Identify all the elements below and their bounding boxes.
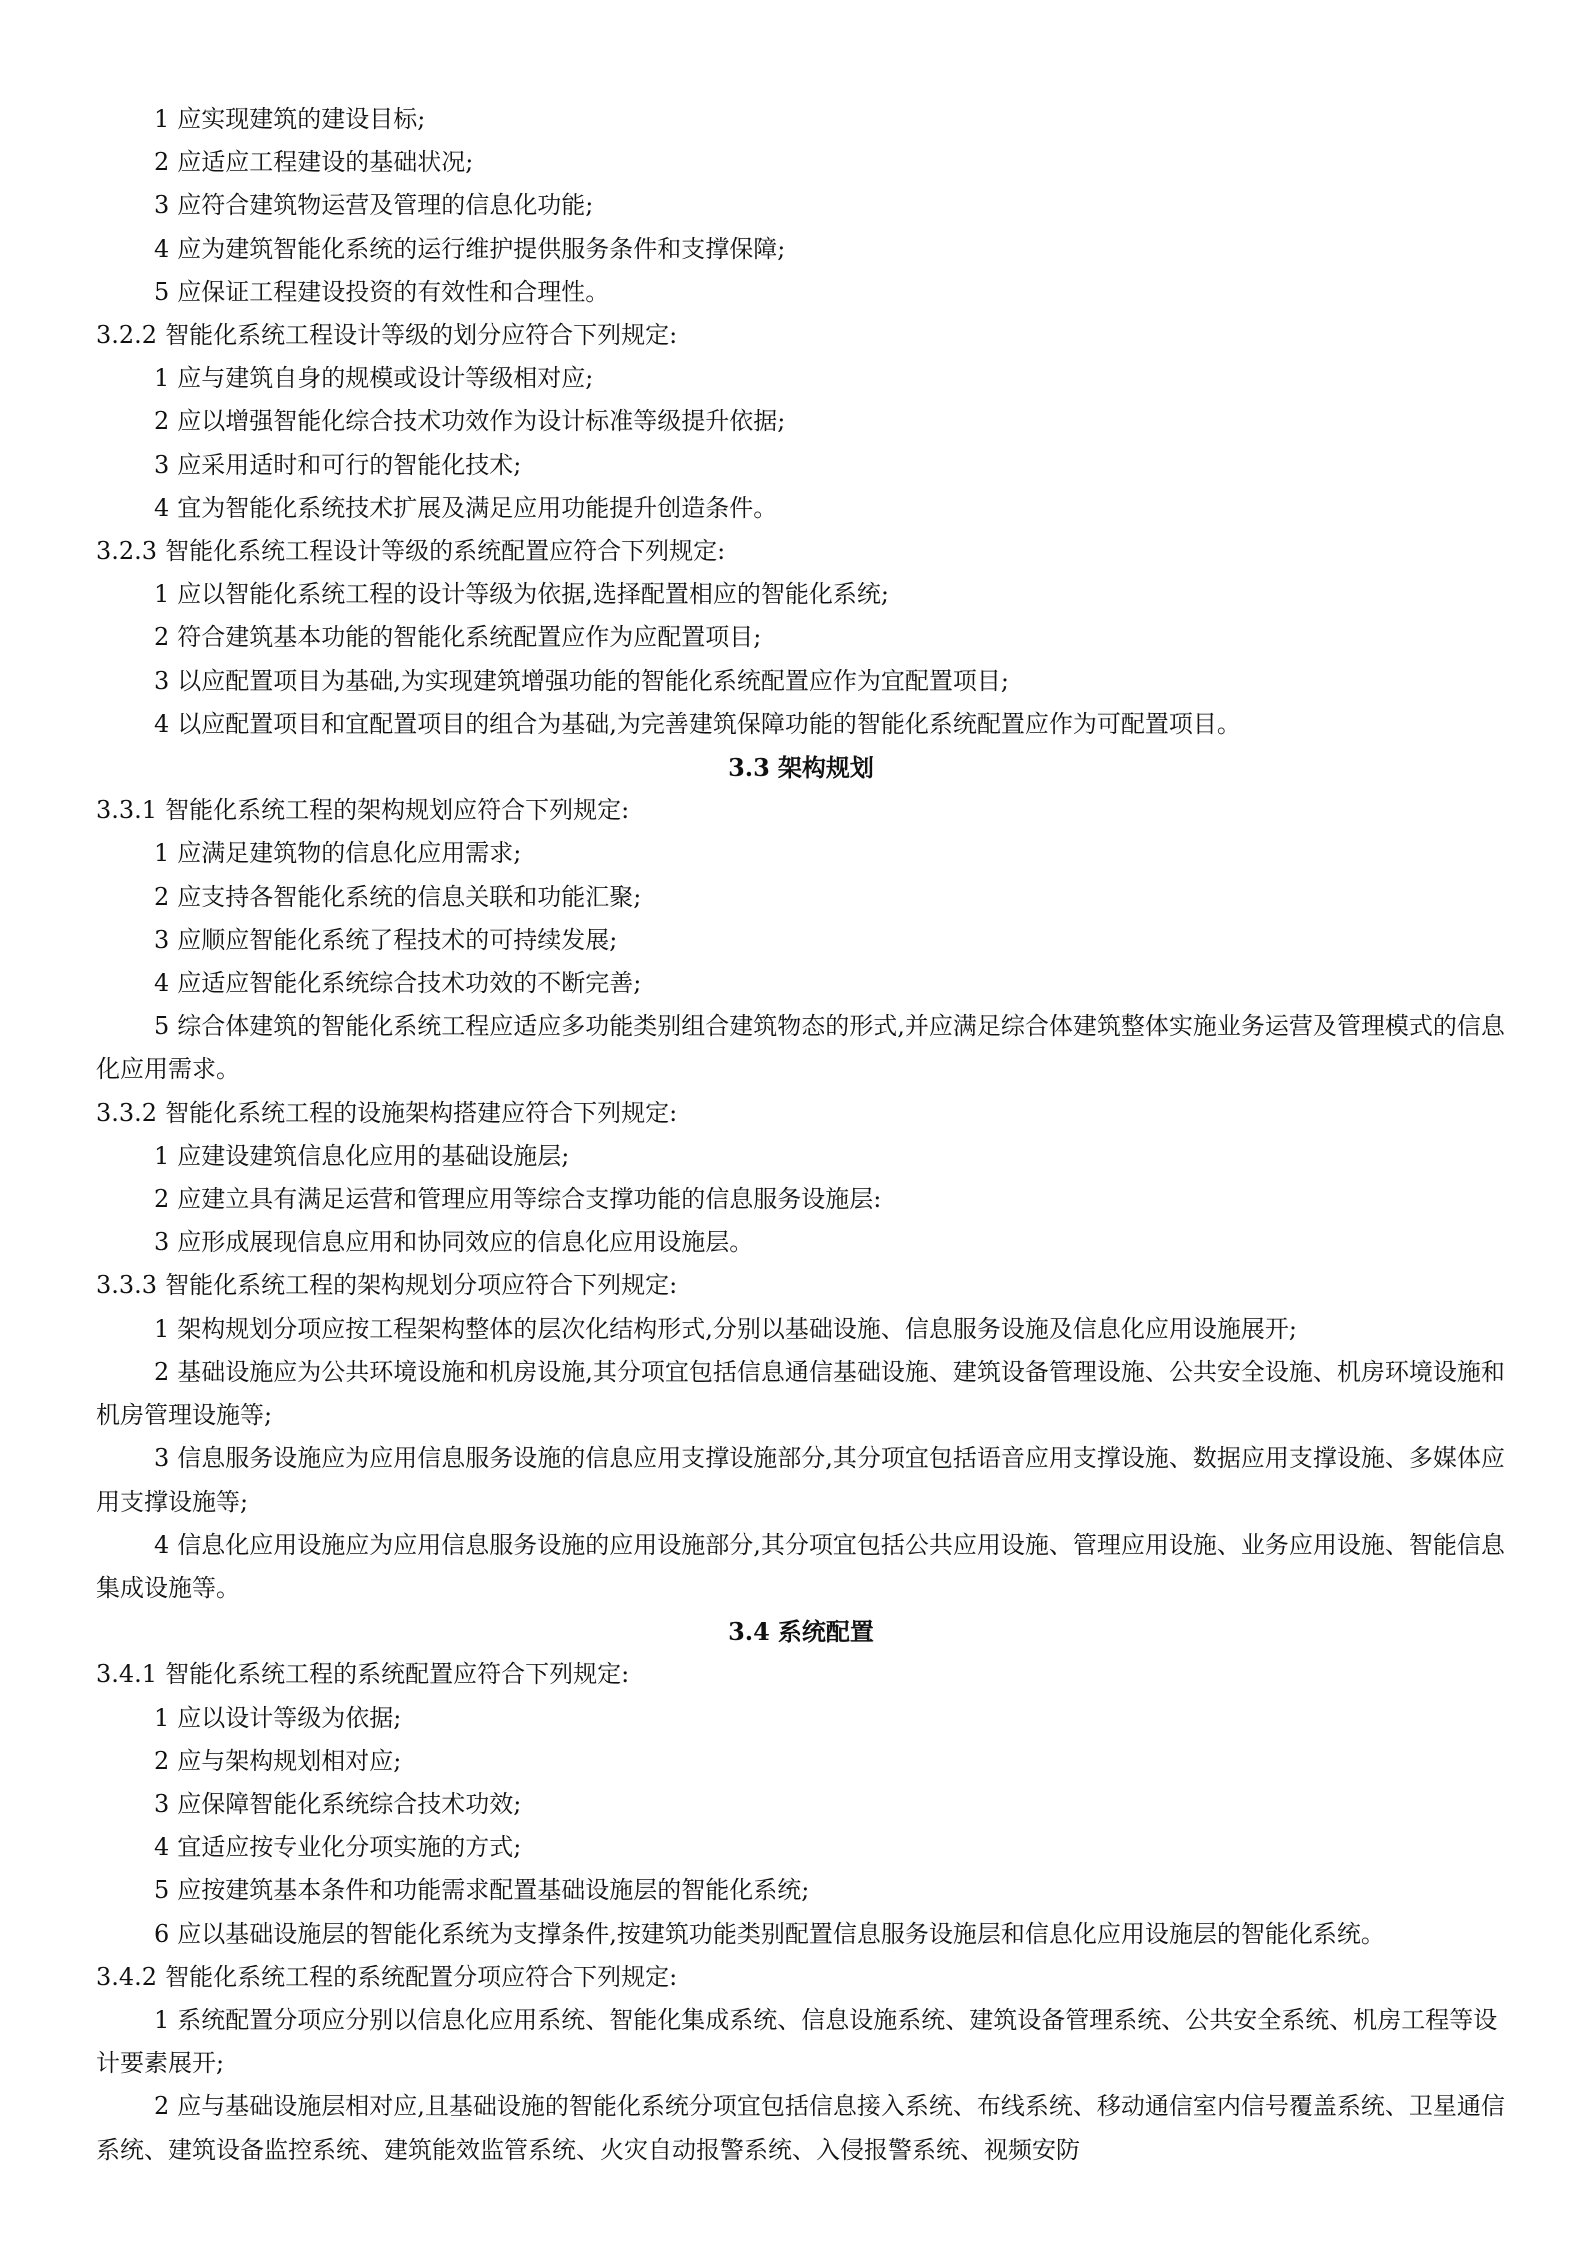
list-item [96,660,1506,703]
item-number: 2 [154,2092,170,2121]
item-text: 智能化系统工程的架构规划应符合下列规定: [165,796,630,825]
item-number: 1 [154,1141,170,1170]
list-item [96,1005,1506,1091]
list-item [96,1826,1506,1869]
item-number: 2 [154,623,170,652]
item-text: 应保证工程建设投资的有效性和合理性。 [177,277,610,306]
clause-paragraph [96,1653,1506,1696]
section-heading [96,1610,1506,1653]
item-number: 3 [154,1228,170,1257]
item-number: 2 [154,1357,170,1386]
list-item [96,832,1506,875]
list-item [96,400,1506,443]
item-text: 宜为智能化系统技术扩展及满足应用功能提升创造条件。 [177,493,778,522]
list-item [96,1351,1506,1437]
item-text: 信息化应用设施应为应用信息服务设施的应用设施部分,其分项宜包括公共应用设施、管理应用设施、业务应用设施、智能信息集成设施等。 [96,1530,1505,1602]
list-item [96,98,1506,141]
list-item [96,184,1506,227]
list-item [96,1783,1506,1826]
section-number: 3.3 [728,753,770,783]
item-number: 1 [154,1703,170,1732]
list-item [96,487,1506,530]
item-text: 应适应工程建设的基础状况; [177,148,474,177]
item-text: 以应配置项目为基础,为实现建筑增强功能的智能化系统配置应作为宜配置项目; [177,666,1009,695]
item-text: 应保障智能化系统综合技术功效; [177,1789,522,1818]
item-number: 2 [154,1185,170,1214]
item-number: 3 [154,925,170,954]
list-item [96,1740,1506,1783]
item-text: 以应配置项目和宜配置项目的组合为基础,为完善建筑保障功能的智能化系统配置应作为可配置项目。 [177,709,1241,738]
item-text: 综合体建筑的智能化系统工程应适应多功能类别组合建筑物态的形式,并应满足综合体建筑整体实施业务运营及管理模式的信息化应用需求。 [96,1012,1505,1084]
item-number: 4 [154,709,170,738]
item-number: 4 [154,493,170,522]
item-text: 应以设计等级为依据; [177,1703,402,1732]
item-number: 4 [154,234,170,263]
list-item [96,1913,1506,1956]
item-text: 应以智能化系统工程的设计等级为依据,选择配置相应的智能化系统; [177,580,889,609]
item-number: 2 [154,148,170,177]
item-text: 应建立具有满足运营和管理应用等综合支撑功能的信息服务设施层: [177,1185,882,1214]
section-title: 系统配置 [777,1617,874,1647]
item-text: 应与建筑自身的规模或设计等级相对应; [177,364,594,393]
section-title: 架构规划 [777,753,874,783]
item-number: 3.4.2 [96,1962,158,1991]
clause-paragraph [96,789,1506,832]
clause-paragraph [96,1092,1506,1135]
item-number: 3.2.3 [96,537,158,566]
section-heading [96,746,1506,789]
item-text: 架构规划分项应按工程架构整体的层次化结构形式,分别以基础设施、信息服务设施及信息化应用设施展开; [177,1314,1297,1343]
item-number: 2 [154,1746,170,1775]
item-number: 3 [154,191,170,220]
list-item [96,1999,1506,2085]
item-number: 1 [154,2005,170,2034]
list-item [96,616,1506,659]
item-text: 智能化系统工程的架构规划分项应符合下列规定: [165,1271,678,1300]
item-number: 3.2.2 [96,321,158,350]
item-number: 3 [154,450,170,479]
item-number: 1 [154,1314,170,1343]
clause-paragraph [96,1264,1506,1307]
item-text: 智能化系统工程设计等级的划分应符合下列规定: [165,321,678,350]
item-number: 3 [154,666,170,695]
item-number: 3 [154,1444,170,1473]
item-number: 1 [154,105,170,133]
list-item [96,1437,1506,1523]
item-text: 应以增强智能化综合技术功效作为设计标准等级提升依据; [177,407,786,436]
list-item [96,1697,1506,1740]
item-number: 1 [154,839,170,868]
list-item [96,271,1506,314]
list-item [96,1221,1506,1264]
item-text: 宜适应按专业化分项实施的方式; [177,1833,522,1862]
list-item [96,1869,1506,1912]
item-number: 2 [154,882,170,911]
list-item [96,228,1506,271]
item-text: 应与基础设施层相对应,且基础设施的智能化系统分项宜包括信息接入系统、布线系统、移动通信室内信号覆盖系统、卫星通信系统、建筑设备监控系统、建筑能效监管系统、火灾自动报警系统、入侵报警系统、视频安防 [96,2092,1505,2164]
item-text: 智能化系统工程的系统配置分项应符合下列规定: [165,1962,678,1991]
list-item [96,919,1506,962]
item-text: 应满足建筑物的信息化应用需求; [177,839,522,868]
item-number: 3.3.1 [96,796,158,825]
item-number: 1 [154,364,170,393]
item-text: 应与架构规划相对应; [177,1746,402,1775]
item-number: 5 [154,1012,170,1041]
item-text: 应按建筑基本条件和功能需求配置基础设施层的智能化系统; [177,1876,810,1905]
list-item [96,1524,1506,1610]
item-text: 智能化系统工程的系统配置应符合下列规定: [165,1660,630,1689]
item-text: 应顺应智能化系统了程技术的可持续发展; [177,925,618,954]
item-number: 3 [154,1789,170,1818]
section-number: 3.4 [728,1617,770,1647]
item-text: 应符合建筑物运营及管理的信息化功能; [177,191,594,220]
clause-paragraph [96,1956,1506,1999]
document-page [96,98,1506,2172]
item-text: 智能化系统工程设计等级的系统配置应符合下列规定: [165,537,726,566]
list-item [96,962,1506,1005]
item-text: 智能化系统工程的设施架构搭建应符合下列规定: [165,1098,678,1127]
item-number: 3.3.2 [96,1098,158,1127]
item-number: 5 [154,1876,170,1905]
item-text: 应适应智能化系统综合技术功效的不断完善; [177,969,642,998]
list-item [96,876,1506,919]
item-text: 应采用适时和可行的智能化技术; [177,450,522,479]
item-text: 系统配置分项应分别以信息化应用系统、智能化集成系统、信息设施系统、建筑设备管理系统、公共安全系统、机房工程等设计要素展开; [96,2005,1498,2078]
item-number: 4 [154,969,170,998]
list-item [96,573,1506,616]
item-text: 符合建筑基本功能的智能化系统配置应作为应配置项目; [177,623,762,652]
item-text: 应为建筑智能化系统的运行维护提供服务条件和支撑保障; [177,234,786,263]
item-text: 应形成展现信息应用和协同效应的信息化应用设施层。 [177,1228,754,1257]
list-item [96,1308,1506,1351]
item-number: 4 [154,1833,170,1862]
clause-paragraph [96,530,1506,573]
list-item [96,444,1506,487]
list-item [96,1178,1506,1221]
list-item [96,1135,1506,1178]
list-item [96,2085,1506,2171]
item-text: 应以基础设施层的智能化系统为支撑条件,按建筑功能类别配置信息服务设施层和信息化应用设施层的智能化系统。 [177,1919,1385,1948]
item-text: 应实现建筑的建设目标; [177,105,426,133]
item-number: 3.4.1 [96,1660,158,1689]
list-item [96,141,1506,184]
item-text: 基础设施应为公共环境设施和机房设施,其分项宜包括信息通信基础设施、建筑设备管理设施、公共安全设施、机房环境设施和机房管理设施等; [96,1357,1505,1430]
clause-paragraph [96,314,1506,357]
item-number: 6 [154,1919,170,1948]
item-text: 应建设建筑信息化应用的基础设施层; [177,1141,570,1170]
item-number: 5 [154,277,170,306]
list-item [96,703,1506,746]
item-number: 3.3.3 [96,1271,158,1300]
item-number: 2 [154,407,170,436]
list-item [96,357,1506,400]
item-number: 1 [154,580,170,609]
item-text: 信息服务设施应为应用信息服务设施的信息应用支撑设施部分,其分项宜包括语音应用支撑设施、数据应用支撑设施、多媒体应用支撑设施等; [96,1444,1505,1516]
item-number: 4 [154,1530,170,1559]
item-text: 应支持各智能化系统的信息关联和功能汇聚; [177,882,642,911]
